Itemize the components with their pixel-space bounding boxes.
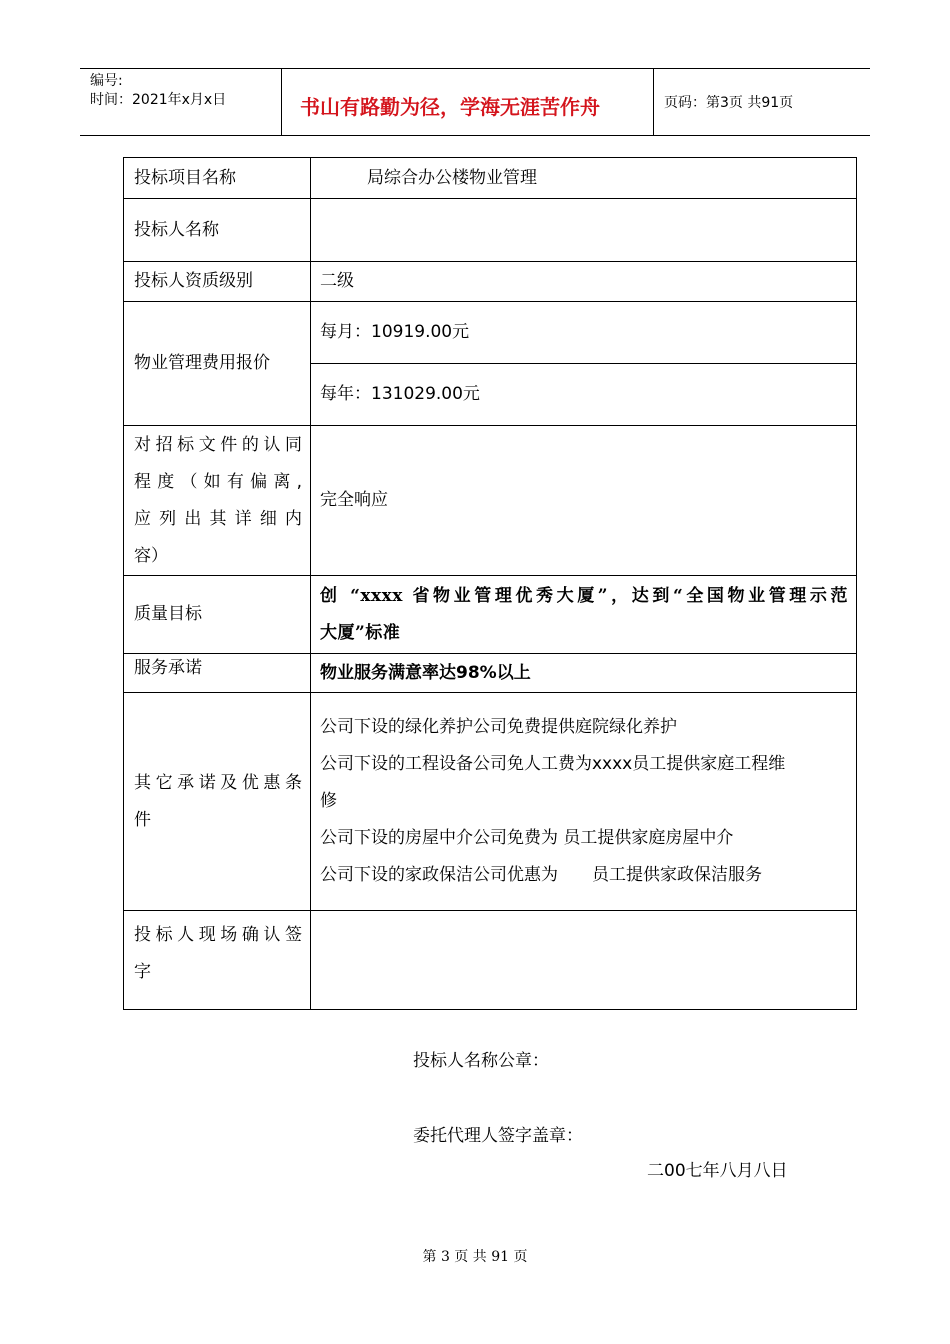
fee-label: 物业管理费用报价 — [124, 302, 311, 426]
bidder-name-label: 投标人名称 — [124, 199, 311, 262]
signature-label-line: 字 — [134, 962, 151, 982]
quality-value-line: 大厦”标准 — [320, 622, 401, 643]
table-row — [124, 302, 857, 364]
recognition-value: 完全响应 — [311, 426, 857, 576]
table-row — [124, 654, 857, 693]
document-time-label: 时间：2021年x月x日 — [90, 92, 227, 108]
header-motto-cell — [282, 69, 654, 135]
table-row — [124, 576, 857, 654]
document-number-label: 编号: — [90, 73, 123, 89]
quality-label: 质量目标 — [124, 576, 311, 654]
other-terms-line: 公司下设的工程设备公司免人工费为xxxx员工提供家庭工程维 — [320, 754, 786, 774]
qualification-value: 二级 — [311, 262, 857, 302]
fee-yearly-value: 每年：131029.00元 — [311, 364, 857, 426]
quality-value-line: 创 “xxxx 省物业管理优秀大厦”，达到“全国物业管理示范 — [320, 585, 848, 606]
other-terms-label — [124, 693, 311, 911]
other-terms-line: 公司下设的房屋中介公司免费为 员工提供家庭房屋中介 — [320, 828, 734, 848]
recognition-label-line: 对招标文件的认同 — [134, 434, 302, 455]
other-terms-line: 修 — [320, 791, 337, 811]
signoff-date: 二00七年八月八日 — [647, 1161, 788, 1181]
table-row — [124, 426, 857, 576]
other-terms-label-line: 其它承诺及优惠条 — [134, 772, 302, 793]
header-info-cell — [80, 69, 282, 135]
recognition-label — [124, 426, 311, 576]
bid-summary-table — [123, 157, 857, 1010]
header-page-label: 页码：第3页 共91页 — [664, 95, 794, 111]
page-footer: 第 3 页 共 91 页 — [422, 1249, 528, 1265]
table-row — [124, 262, 857, 302]
table-row — [124, 911, 857, 1010]
recognition-label-line: 容） — [134, 545, 168, 566]
recognition-label-line: 应列出其详细内 — [134, 508, 302, 529]
signature-label — [124, 911, 311, 1010]
table-row — [124, 158, 857, 199]
bidder-name-value — [311, 199, 857, 262]
other-terms-label-line: 件 — [134, 809, 151, 830]
project-name-value: 局综合办公楼物业管理 — [311, 158, 857, 199]
table-row — [124, 693, 857, 911]
project-name-label: 投标项目名称 — [124, 158, 311, 199]
seal-label: 投标人名称公章： — [413, 1051, 549, 1071]
signature-label-line: 投标人现场确认签 — [134, 925, 302, 945]
quality-value — [311, 576, 857, 654]
signature-value — [311, 911, 857, 1010]
fee-monthly-value: 每月：10919.00元 — [311, 302, 857, 364]
qualification-label: 投标人资质级别 — [124, 262, 311, 302]
page-header — [80, 68, 870, 136]
recognition-label-line: 程度（如有偏离, — [134, 471, 302, 492]
table-row — [124, 199, 857, 262]
agent-signature-label: 委托代理人签字盖章： — [413, 1126, 583, 1146]
service-value: 物业服务满意率达98%以上 — [311, 654, 857, 693]
header-page-cell — [654, 69, 870, 135]
other-terms-line: 公司下设的家政保洁公司优惠为 员工提供家政保洁服务 — [320, 865, 762, 885]
other-terms-line: 公司下设的绿化养护公司免费提供庭院绿化养护 — [320, 717, 677, 737]
other-terms-value — [311, 693, 857, 911]
header-motto: 书山有路勤为径，学海无涯苦作舟 — [300, 95, 600, 119]
service-label: 服务承诺 — [124, 654, 311, 693]
